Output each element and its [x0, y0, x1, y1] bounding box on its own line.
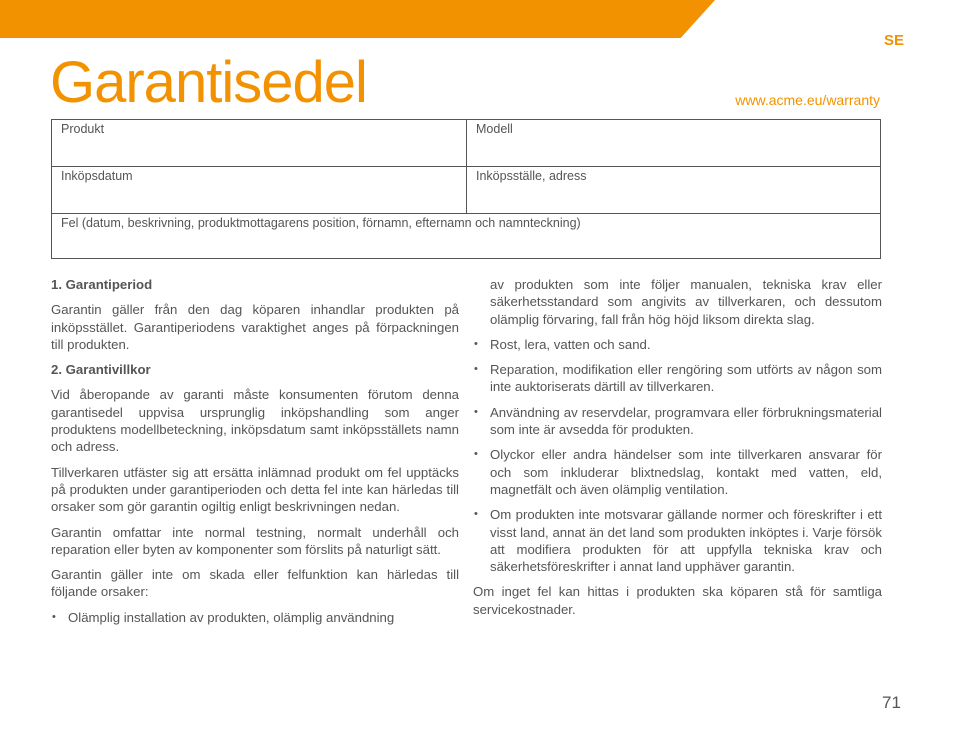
header-orange-bar [0, 0, 715, 38]
section-2-paragraph-4: Garantin gäller inte om skada eller felfunktion kan härledas till följande orsaker: [51, 567, 459, 600]
list-item: • Rost, lera, vatten och sand. [473, 336, 882, 353]
section-2-paragraph-3: Garantin omfattar inte normal testning, normalt underhåll och reparation eller byten av komponenter som förslits på naturligt sätt. [51, 524, 459, 557]
page-title: Garantisedel [50, 50, 367, 115]
list-item: • Olyckor eller andra händelser som inte tillverkaren ansvarar för och som inkluderar blixtnedslag, kontakt med vatten, eld, magnetfält och även olämplig ventilation. [473, 446, 882, 498]
list-item: • Olämplig installation av produkten, olämplig användning [51, 609, 459, 626]
closing-paragraph: Om inget fel kan hittas i produkten ska köparen stå för samtliga servicekostnader. [473, 584, 882, 617]
language-code: SE [884, 32, 905, 49]
warranty-url[interactable]: www.acme.eu/warranty [735, 92, 880, 108]
purchase-date-label: Inköpsdatum [61, 169, 133, 183]
exclusion-list-start [51, 609, 459, 626]
section-2-heading: 2. Garantivillkor [51, 362, 151, 378]
warranty-form [51, 119, 881, 259]
list-item: • Reparation, modifikation eller rengöring som utförts av någon som inte auktoriserats därtill av tillverkaren. [473, 361, 882, 396]
exclusion-list [473, 336, 882, 576]
right-column [473, 276, 882, 626]
product-field[interactable] [52, 120, 467, 167]
product-label: Produkt [61, 122, 105, 136]
section-1-heading: 1. Garantiperiod [51, 277, 153, 292]
list-item: • Användning av reservdelar, programvara eller förbrukningsmaterial som inte är avsedda för produkten. [473, 404, 882, 439]
purchase-place-field[interactable] [467, 167, 880, 214]
left-column [51, 276, 459, 634]
list-item-continuation: av produkten som inte följer manualen, tekniska krav eller säkerhetsstandard som angivits av tillverkaren, och dessutom olämplig förvaring, fall från hög höjd liksom direkta slag. [490, 277, 882, 327]
fault-label: Fel (datum, beskrivning, produktmottagarens position, förnamn, efternamn och namnteckning) [61, 216, 581, 230]
section-2-paragraph-1: Vid åberopande av garanti måste konsumenten förutom denna garantisedel uppvisa ursprunglig inköpshandling som anger produktens modellbeteckning, inköpsdatum samt inköpsställets namn och adress. [51, 387, 459, 455]
model-field[interactable] [467, 120, 880, 167]
section-2-paragraph-2: Tillverkaren utfäster sig att ersätta inlämnad produkt om fel upptäcks på produkten under garantiperioden och detta fel inte kan härledas till orsaker som gör garantin ogiltig enligt beskrivningen nedan. [51, 464, 459, 515]
purchase-date-field[interactable] [52, 167, 467, 214]
page-number: 71 [882, 693, 901, 712]
fault-field[interactable] [52, 214, 880, 258]
model-label: Modell [476, 122, 513, 136]
purchase-place-label: Inköpsställe, adress [476, 169, 587, 183]
section-1-paragraph: Garantin gäller från den dag köparen inhandlar produkten på inköpsstället. Garantiperiodens varaktighet anges på förpackningen till produkten. [51, 302, 459, 352]
list-item: • Om produkten inte motsvarar gällande normer och föreskrifter i ett visst land, annat än det land som produkten inköptes i. Varje försök att modifiera produkten för att uppfylla tekniska krav och säkerhetsföreskrifter i annat land upphäver garantin. [473, 506, 882, 575]
